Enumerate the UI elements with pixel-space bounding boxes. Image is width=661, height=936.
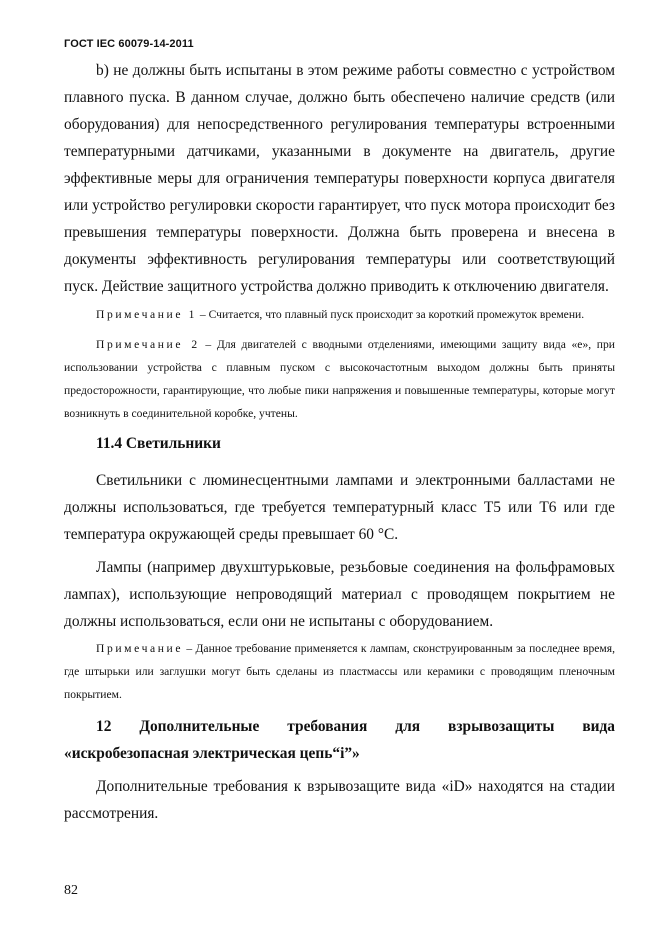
- note-2-label: Примечание 2: [96, 338, 200, 351]
- section-heading-12-line-1: 12 Дополнительные требования для взрывозащиты вида: [96, 718, 615, 735]
- note-1: [64, 303, 615, 326]
- note-1-text: – Считается, что плавный пуск происходит за короткий промежуток времени.: [197, 308, 585, 321]
- note-3-text: – Данное требование применяется к лампам, сконструированным за последнее время, где штырьки или заглушки могут быть сделаны из пластмассы или керамики с проводящим пленочным покрытием.: [64, 642, 615, 701]
- note-3-label: Примечание: [96, 642, 184, 655]
- section-heading-11-4: 11.4 Светильники: [96, 435, 221, 452]
- note-3: [64, 637, 615, 706]
- paragraph-lamps: Лампы (например двухштурьковые, резьбовые соединения на фольфрамовых лампах), использующие непроводящий материал с проводящем покрытием не должны использоваться, если они не испытаны с оборудованием.: [64, 559, 615, 630]
- note-1-label: Примечание 1: [96, 308, 197, 321]
- note-2: [64, 333, 615, 425]
- page-number: 82: [64, 883, 78, 898]
- paragraph-additional-requirements: Дополнительные требования к взрывозащите вида «iD» находятся на стадии рассмотрения.: [64, 778, 615, 822]
- paragraph-motor-soft-start: b) не должны быть испытаны в этом режиме работы совместно с устройством плавного пуска. В данном случае, должно быть обеспечено наличие средств (или оборудования) для непосредственного регулирования температуры встроенными температурными датчиками, указанными в документе на двигатель, другие эффективные меры для ограничения температуры поверхности корпуса двигателя или устройство регулировки скорости гарантирует, что пуск мотора происходит без превышения температуры поверхности. Должна быть проверена и внесена в документы эффективность регулирования температуры или соответствующий пуск. Действие защитного устройства должно приводить к отключению двигателя.: [64, 62, 615, 295]
- document-body: [64, 57, 615, 827]
- section-heading-12-line-2: «искробезопасная электрическая цепь“i”»: [64, 745, 360, 762]
- standard-header: ГОСТ IEC 60079-14-2011: [64, 38, 194, 50]
- note-2-text: – Для двигателей с вводными отделениями, имеющими защиту вида «е», при использовании устройства с плавным пуском с высокочастотным выходом должны быть приняты предосторожности, гарантирующие, что любые пики напряжения и повышенные температуры, которые могут возникнуть в соединительной коробке, учтены.: [64, 338, 615, 420]
- paragraph-luminaires: Светильники с люминесцентными лампами и электронными балластами не должны использоваться, где требуется температурный класс Т5 или Т6 или где температура окружающей среды превышает 60 °С.: [64, 472, 615, 543]
